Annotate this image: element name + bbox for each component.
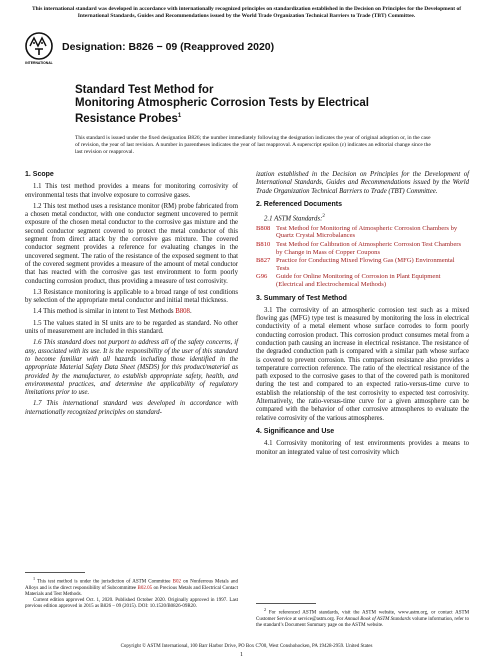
footnote-1-mark: 1 <box>33 576 36 581</box>
paragraph-1-4-text: 1.4 This method is similar in intent to Test Methods <box>33 308 176 316</box>
paragraph-1-6: 1.6 This standard does not purport to address all of the safety concerns, if any, associated with its use. It is the responsibility of the user of this standard to become familiar with all hazards including those identified in the appropriate Material Safety Data Sheet (MSDS) for this product/material as provided by the manufacturer, to establish appropriate safety, health, and environmental practices, and determine the applicability of regulatory limitations prior to use. <box>25 339 238 397</box>
reference-title[interactable]: Guide for Online Monitoring of Corrosion in Plant Equipment (Electrical and Electrochemical Methods) <box>276 273 441 288</box>
footnote-1-text-c: on Precious Metals and Electrical Contact Materials and Test Methods. <box>25 585 238 597</box>
footnote-1-text-a: This test method is under the jurisdiction of ASTM Committee <box>37 579 173 585</box>
astm-logo-icon <box>24 32 54 66</box>
section-heading-summary: 3. Summary of Test Method <box>256 294 347 302</box>
left-column <box>25 171 238 420</box>
astm-logo <box>24 32 54 66</box>
reference-item[interactable] <box>256 241 469 256</box>
link-b808[interactable]: B808 <box>175 308 190 316</box>
paragraph-1-7-continued: ization established in the Decision on Principles for the Development of International Standards, Guides and Recommendations issued by the World Trade Organization Technical Barriers to Trade (TBT) Committee. <box>256 171 469 195</box>
reference-title[interactable]: Practice for Conducting Mixed Flowing Gas (MFG) Environmental Tests <box>276 257 455 272</box>
copyright-footer: Copyright © ASTM International, 100 Barr Harbor Drive, PO Box C700, West Conshohocken, PA 19428-2959. United States <box>120 644 373 649</box>
footnote-2-text-b: volume information, refer to the standard’s Document Summary page on the ASTM website. <box>256 616 469 628</box>
paragraph-3-1: 3.1 The corrosivity of an atmospheric corrosion test such as a mixed flowing gas (MFG) type test is measured by monitoring the loss in electrical conductivity of a metal element whose surface corrodes to form poorly conducting corrosion product. This corrosion product consumes metal from a conduction path causing an increase in electrical resistance. The resistance of the degraded conduction path is compared with a similar path whose surface is covered to prevent corrosion. This comparison resistance also provides a temperature correction reference. The ratio of the electrical resistance of the path exposed to the corrosive gases to that of the covered path is monitored during the test and compared to an expected ratio-versus-time curve to establish the relationship of the test corrosivity to expected test corrosivity. Alternatively, the ratio-versus-time curve for a given atmosphere can be compared with the behavior of other corrosive atmospheres to evaluate the relative corrosivity of the various atmospheres. <box>256 306 469 422</box>
tbt-notice: This international standard was developed in accordance with internationally recognized principles on standardization established in the Decision on Principles for the Development of International Standards, Guides and Recommendations issued by the World Trade Organization Technical Barriers to Trade (TBT) Committee. <box>31 6 462 19</box>
right-column <box>256 171 469 460</box>
footnote-rule <box>256 603 316 604</box>
issue-note: This standard is issued under the fixed designation B826; the number immediately following the designation indicates the year of original adoption or, in the case of revision, the year of last revision. A number in parentheses indicates the year of last reapproval. A superscript epsilon (ε) indicates an editorial change since the last revision or reapproval. <box>75 135 431 155</box>
designation: Designation: B826 − 09 (Reapproved 2020) <box>62 41 275 53</box>
section-heading-referenced-documents: 2. Referenced Documents <box>256 200 342 208</box>
paragraph-1-2: 1.2 This test method uses a resistance monitor (RM) probe fabricated from a chosen metal conductor, with one conductor segment uncovered to permit exposure of the chosen metal conductor to the corrosive gas mixture and the second conductor segment covered to protect the metal conductor of this segment from direct attack by the corrosive gas mixture. The covered conductor segment provides a reference for evaluating changes in the uncovered segment. The ratio of the resistance of the exposed segment to that of the covered segment provides a measure of the amount of metal conductor that has reacted with the corrosive gas test environment to form poorly conducting corrosion product, thus providing a measure of test corrosivity. <box>25 202 238 285</box>
footnote-1-edition: Current edition approved Oct. 1, 2020. Published October 2020. Originally approved in 1997. Last previous edition approved in 2015 as B826 – 09 (2015). DOI: 10.1520/B0826-09R20. <box>25 597 238 610</box>
reference-item[interactable] <box>256 273 469 288</box>
title-line-2: Monitoring Atmospheric Corrosion Tests by Electrical Resistance Probes <box>75 97 369 125</box>
section-heading-significance: 4. Significance and Use <box>256 427 335 435</box>
footnote-2-mark: 2 <box>322 214 325 220</box>
paragraph-4-1: 4.1 Corrosivity monitoring of test environments provides a means to monitor an integrated value of test corrosivity which <box>256 440 469 456</box>
astm-standards-text: 2.1 ASTM Standards: <box>264 215 323 223</box>
footnote-1-text <box>25 576 238 598</box>
paragraph-1-1: 1.1 This test method provides a means for monitoring corrosivity of environmental tests that involve exposure to corrosive gases. <box>25 183 238 199</box>
paragraph-1-3: 1.3 Resistance monitoring is applicable to a broad range of test conditions by selection of the appropriate metal conductor and initial metal thickness. <box>25 288 238 305</box>
footnote-2 <box>256 603 469 629</box>
reference-title[interactable]: Test Method for Monitoring of Atmospheric Corrosion Chambers by Quartz Crystal Microbalances <box>276 224 458 240</box>
reference-code[interactable]: B808 <box>256 224 271 232</box>
title-line-1: Standard Test Method for <box>75 84 214 96</box>
reference-code[interactable]: B810 <box>256 240 271 248</box>
reference-item[interactable] <box>256 257 469 272</box>
footnote-2-text <box>256 607 469 629</box>
document-title <box>75 84 395 126</box>
footnote-1 <box>25 572 238 610</box>
paragraph-1-4 <box>25 308 238 316</box>
footnote-1-text-b: on Nonferrous Metals and Alloys and is the direct responsibility of Subcommittee <box>25 579 238 591</box>
section-heading-scope: 1. Scope <box>25 171 54 178</box>
footnote-2-text-a: For referenced ASTM standards, visit the ASTM website, www.astm.org, or contact ASTM Customer Service at service@astm.org. For <box>256 610 470 622</box>
link-b02[interactable]: B02 <box>172 579 181 585</box>
footnote-2-mark: 2 <box>264 607 267 612</box>
footnote-2-book-title: Annual Book of ASTM Standards <box>344 616 411 622</box>
link-b0205[interactable]: B02.05 <box>137 585 153 591</box>
footnote-rule <box>25 572 85 573</box>
page-number: 1 <box>240 652 243 658</box>
referenced-documents-list <box>256 225 469 289</box>
reference-code[interactable]: G96 <box>256 273 268 281</box>
logo-text: INTERNATIONAL <box>25 61 53 65</box>
reference-title[interactable]: Test Method for Calibration of Atmospheric Corrosion Test Chambers by Change in Mass of Copper Coupons <box>276 240 462 256</box>
reference-item[interactable] <box>256 225 469 240</box>
paragraph-1-7: 1.7 This international standard was developed in accordance with internationally recognized principles on standard- <box>25 400 238 416</box>
paragraph-1-5: 1.5 The values stated in SI units are to be regarded as standard. No other units of measurement are included in this standard. <box>25 319 238 336</box>
reference-code[interactable]: B827 <box>256 257 271 265</box>
title-footnote-mark: 1 <box>177 113 182 119</box>
paragraph-1-4-end: . <box>189 308 192 316</box>
astm-standards-label <box>256 213 469 224</box>
